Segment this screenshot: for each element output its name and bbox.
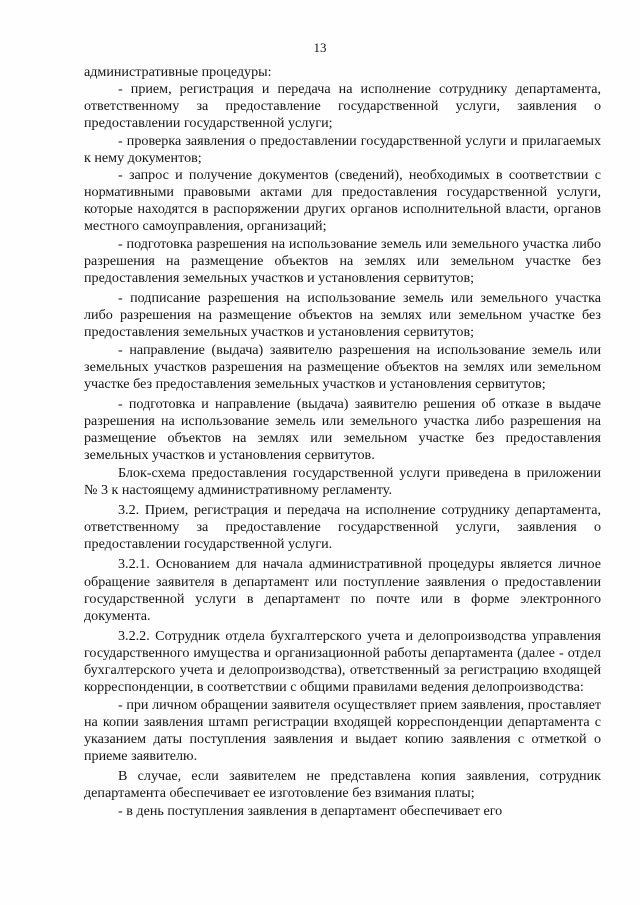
section-3-2-1: 3.2.1. Основанием для начала административной процедуры является личное обращение заявителя в департамент или поступление заявления о предоставлении государственной услуги в департамент по почте или в форме электронного документа. <box>84 556 601 624</box>
list-item-refusal: - подготовка и направление (выдача) заявителю решения об отказе в выдаче разрешения на использование земель или земельного участка либо разрешения на размещение объектов на землях или земельном участке без предоставления земельных участков и установления сервитутов. <box>84 395 601 464</box>
paragraph-flowchart: Блок-схема предоставления государственной услуги приведена в приложении № 3 к настоящему административному регламенту. <box>84 464 601 498</box>
list-item-signing: - подписание разрешения на использование земель или земельного участка либо разрешения на размещение объектов на землях или земельном участке без предоставления земельных участков и установления сервитутов; <box>84 290 601 341</box>
section-3-2-2: 3.2.2. Сотрудник отдела бухгалтерского учета и делопроизводства управления государственного имущества и организационной работы департамента (далее - отдел бухгалтерского учета и делопроизводства), ответственный за регистрацию входящей корреспонденции, в соответствии с общими правилами ведения делопроизводства: <box>84 628 601 696</box>
list-item-verification: - проверка заявления о предоставлении государственной услуги и прилагаемых к нему документов; <box>84 132 601 166</box>
paragraph-copy: В случае, если заявителем не представлена копия заявления, сотрудник департамента обеспечивает ее изготовление без взимания платы; <box>84 768 601 802</box>
section-3-2: 3.2. Прием, регистрация и передача на исполнение сотруднику департамента, ответственному за предоставление государственной услуги, заявления о предоставлении государственной услуги. <box>84 501 601 553</box>
list-item-request: - запрос и получение документов (сведений), необходимых в соответствии с нормативными правовыми актами для предоставления государственной услуги, которые находятся в распоряжении других органов исполнительной власти, органов местного самоуправления, организаций; <box>84 166 601 235</box>
list-item-issuance: - направление (выдача) заявителю разрешения на использование земель или земельных участков разрешения на размещение объектов на землях или земельном участке без предоставления земельных участков и установления сервитутов; <box>84 341 601 392</box>
list-item-reception: - прием, регистрация и передача на исполнение сотруднику департамента, ответственному за предоставление государственной услуги, заявления о предоставлении государственной услуги; <box>84 81 601 132</box>
list-item-preparation: - подготовка разрешения на использование земель или земельного участка либо разрешения на размещение объектов на землях или земельном участке без предоставления земельных участков и установления сервитутов; <box>84 235 601 286</box>
list-item-receipt-day: - в день поступления заявления в департамент обеспечивает его <box>118 802 503 819</box>
page-number: 13 <box>313 40 327 55</box>
paragraph-intro: административные процедуры: <box>84 64 272 80</box>
list-item-personal-appeal: - при личном обращении заявителя осуществляет прием заявления, проставляет на копии заявления штамп регистрации входящей корреспонденции департамента с указанием даты поступления заявления и выдает копию заявления с отметкой о приеме заявителю. <box>84 696 601 765</box>
page-body <box>84 64 601 820</box>
